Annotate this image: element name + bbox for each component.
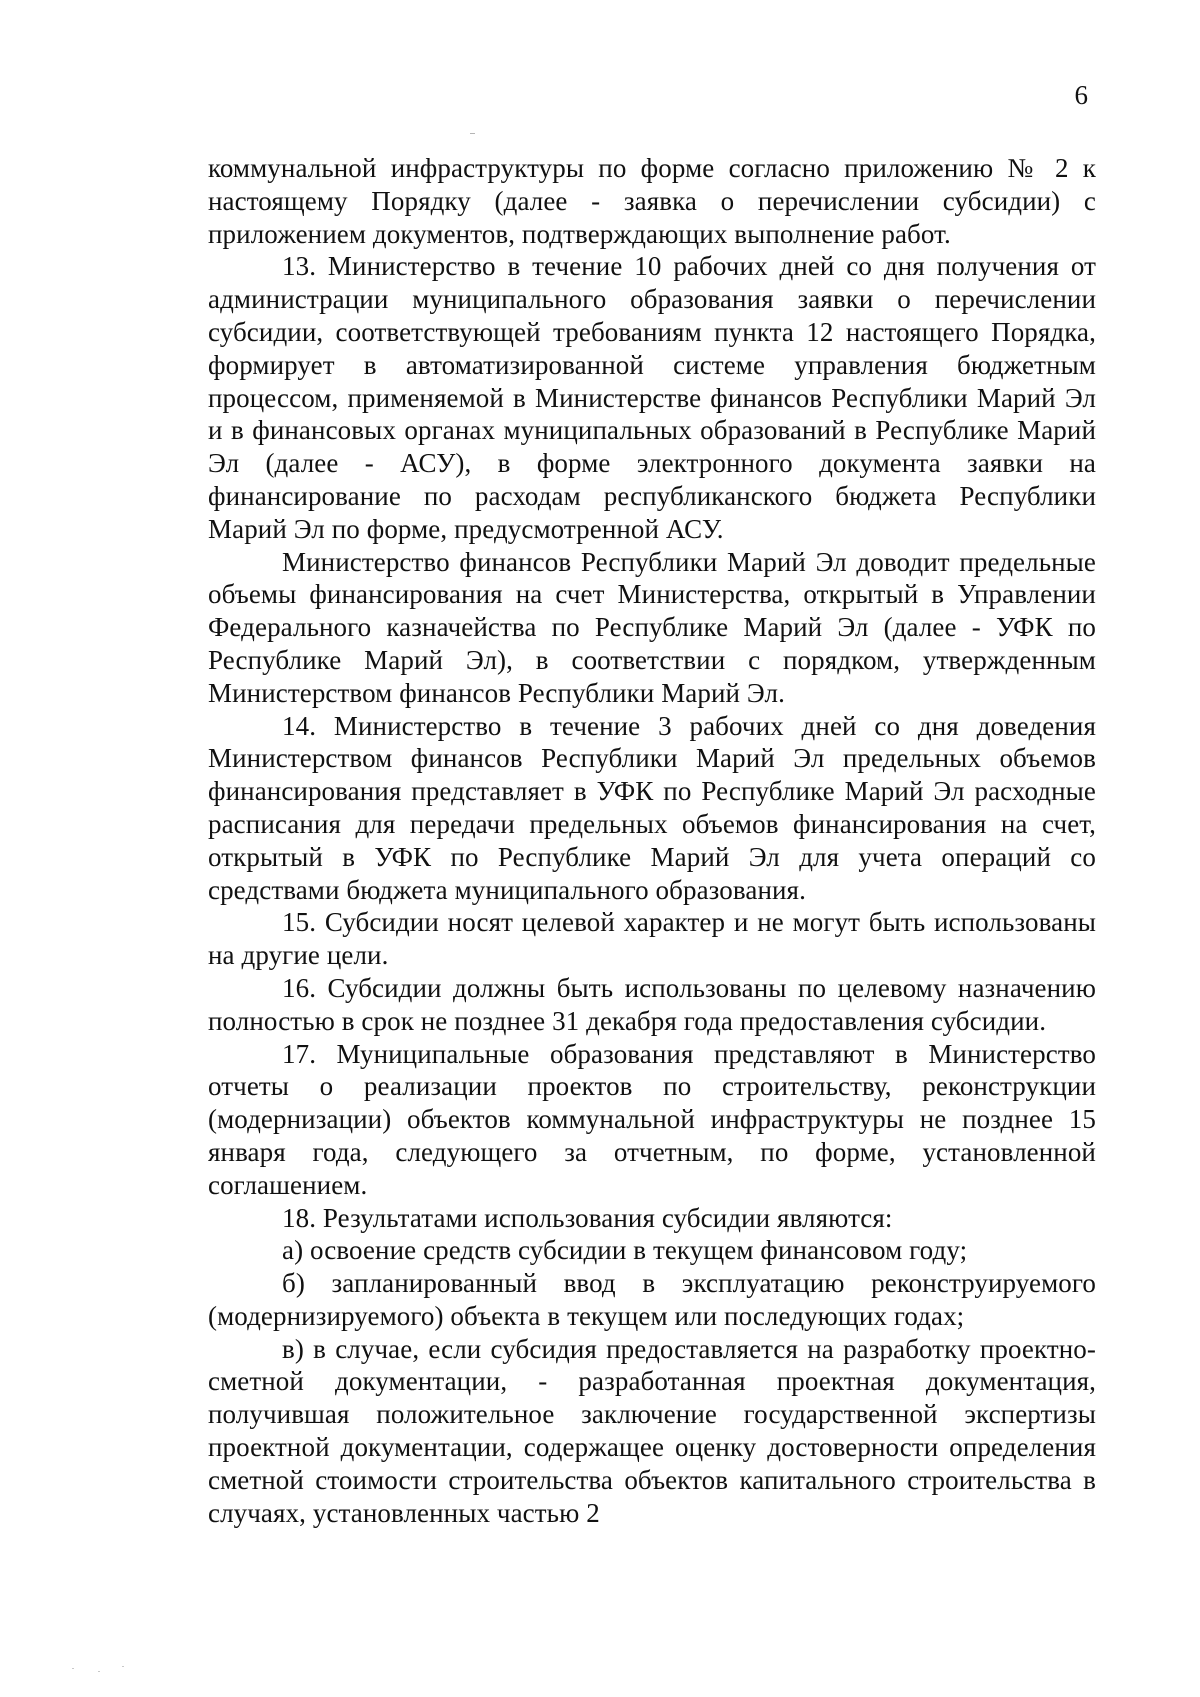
document-body <box>208 152 1096 1529</box>
list-item-v: в) в случае, если субсидия предоставляется на разработку проектно-сметной документации, - разработанная проектная документация, получившая положительное заключение государственной экспертизы проектной документации, содержащее оценку достоверности определения сметной стоимости строительства объектов капитального строительства в случаях, установленных частью 2 <box>208 1333 1096 1528</box>
paragraph-continuation: коммунальной инфраструктуры по форме согласно приложению № 2 к настоящему Порядку (далее - заявка о перечислении субсидии) с приложением документов, подтверждающих выполнение работ. <box>208 153 1096 249</box>
paragraph-13: 13. Министерство в течение 10 рабочих дней со дня получения от администрации муниципального образования заявки о перечислении субсидии, соответствующей требованиям пункта 12 настоящего Порядка, формирует в автоматизированной системе управления бюджетным процессом, применяемой в Министерстве финансов Республики Марий Эл и в финансовых органах муниципальных образований в Республике Марий Эл (далее - АСУ), в форме электронного документа заявки на финансирование по расходам республиканского бюджета Республики Марий Эл по форме, предусмотренной АСУ. <box>208 251 1096 544</box>
list-item-b: б) запланированный ввод в эксплуатацию реконструируемого (модернизируемого) объекта в текущем или последующих годах; <box>208 1268 1096 1331</box>
paragraph-13-cont: Министерство финансов Республики Марий Эл доводит предельные объемы финансирования на счет Министерства, открытый в Управлении Федерального казначейства по Республике Марий Эл (далее - УФК по Республике Марий Эл), в соответствии с порядком, утвержденным Министерством финансов Республики Марий Эл. <box>208 546 1096 708</box>
paragraph-17: 17. Муниципальные образования представляют в Министерство отчеты о реализации проектов по строительству, реконструкции (модернизации) объектов коммунальной инфраструктуры не позднее 15 января года, следующего за отчетным, по форме, установленной соглашением. <box>208 1038 1096 1200</box>
paragraph-15: 15. Субсидии носят целевой характер и не могут быть использованы на другие цели. <box>208 907 1096 971</box>
paragraph-14: 14. Министерство в течение 3 рабочих дней со дня доведения Министерством финансов Республики Марий Эл предельных объемов финансирования представляет в УФК по Республике Марий Эл расходные расписания для передачи предельных объемов финансирования на счет, открытый в УФК по Республике Марий Эл для учета операций со средствами бюджета муниципального образования. <box>208 710 1096 905</box>
scan-speck <box>72 1668 74 1669</box>
scan-speck <box>122 1666 124 1667</box>
scan-speck <box>98 1671 100 1672</box>
paragraph-18: 18. Результатами использования субсидии являются: <box>282 1202 893 1233</box>
list-item-a: а) освоение средств субсидии в текущем финансовом году; <box>282 1235 968 1266</box>
page-number: 6 <box>1074 80 1088 110</box>
scan-artifact <box>470 133 475 134</box>
paragraph-16: 16. Субсидии должны быть использованы по целевому назначению полностью в срок не позднее 31 декабря года предоставления субсидии. <box>208 972 1096 1036</box>
